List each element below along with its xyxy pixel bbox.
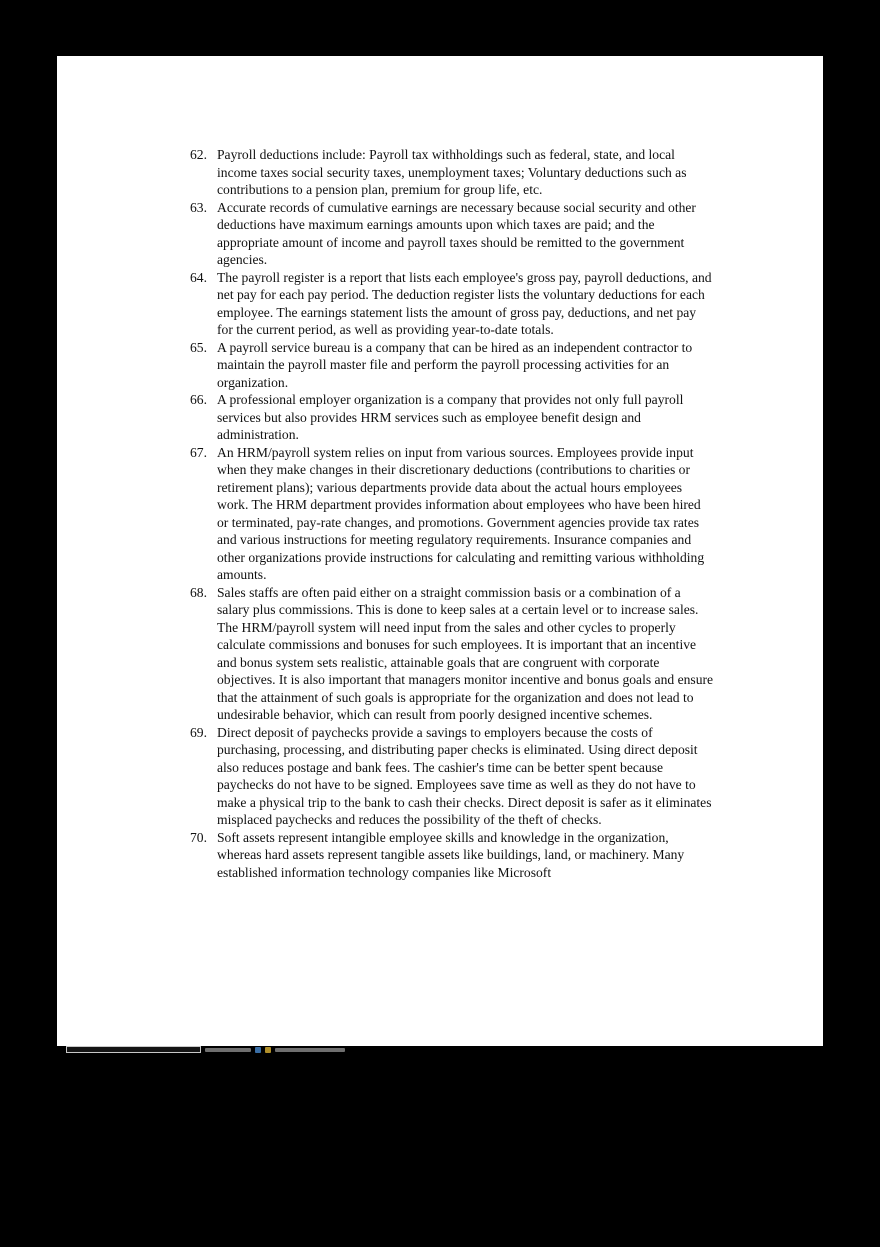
list-item [190, 829, 714, 882]
item-text: Payroll deductions include: Payroll tax withholdings such as federal, state, and local income taxes social security taxes, unemployment taxes; Voluntary deductions such as contributions to a pension plan, premium for group life, etc. [217, 147, 687, 197]
item-number: 70. [190, 829, 207, 845]
taskbar-text [205, 1048, 251, 1052]
item-number: 67. [190, 444, 207, 460]
list-item [190, 146, 714, 199]
taskbar-app-icon[interactable] [265, 1047, 271, 1053]
list-item [190, 584, 714, 724]
item-number: 66. [190, 392, 207, 407]
list-item [190, 339, 714, 392]
item-number: 63. [190, 199, 207, 215]
item-text: Sales staffs are often paid either on a straight commission basis or a combination of a salary plus commissions. This is done to keep sales at a certain level or to increase sales. The HRM/payroll system will need input from the sales and other cycles to properly calculate commissions and bonuses for such employees. It is important that an incentive and bonus system sets realistic, attainable goals that are congruent with corporate objectives. It is also important that managers monitor incentive and bonus goals and ensure that the attainment of such goals is appropriate for the organization and does not lead to undesirable behavior, which can result from poorly designed incentive schemes. [217, 584, 714, 722]
taskbar-strip [66, 1045, 386, 1054]
item-text: Direct deposit of paychecks provide a savings to employers because the costs of purchasing, processing, and distributing paper checks is eliminated. Using direct deposit also reduces postage and bank fees. The cashier's time can be better spent because paychecks do not have to be signed. Employees save time as well as they do not have to make a physical trip to the bank to cash their checks. Direct deposit is safer as it eliminates misplaced paychecks and reduces the possibility of the theft of checks. [217, 724, 712, 827]
item-number: 69. [190, 724, 207, 740]
taskbar-active-window-button[interactable] [66, 1046, 201, 1053]
document-page [57, 56, 823, 1046]
item-text: The payroll register is a report that lists each employee's gross pay, payroll deductions, and net pay for each pay period. The deduction register lists the voluntary deductions for each employee. The earnings statement lists the amount of gross pay, deductions, and net pay for the current period, as well as providing year-to-date totals. [217, 269, 712, 337]
item-number: 62. [190, 147, 207, 162]
list-item [190, 444, 714, 584]
item-text: A payroll service bureau is a company that can be hired as an independent contractor to maintain the payroll master file and perform the payroll processing activities for an organization. [217, 339, 693, 390]
item-text: Soft assets represent intangible employee skills and knowledge in the organization, whereas hard assets represent tangible assets like buildings, land, or machinery. Many established information technology companies like Microsoft [217, 829, 685, 880]
list-item [190, 199, 714, 269]
taskbar-app-icon[interactable] [255, 1047, 261, 1053]
list-item [190, 724, 714, 829]
item-text: A professional employer organization is a company that provides not only full payroll services but also provides HRM services such as employee benefit design and administration. [217, 392, 684, 442]
list-item [190, 269, 714, 339]
item-number: 64. [190, 269, 207, 285]
item-number: 65. [190, 339, 207, 355]
list-item [190, 391, 714, 444]
taskbar-text [275, 1048, 345, 1052]
item-text: An HRM/payroll system relies on input from various sources. Employees provide input when they make changes in their discretionary deductions (contributions to charities or retirement plans); various departments provide data about the actual hours employees work. The HRM department provides information about employees who have been hired or terminated, pay-rate changes, and promotions. Government agencies provide tax rates and various instructions for meeting regulatory requirements. Insurance companies and other organizations provide instructions for calculating and remitting various withholding amounts. [217, 444, 705, 582]
answer-list [190, 146, 714, 881]
item-number: 68. [190, 584, 207, 600]
item-text: Accurate records of cumulative earnings are necessary because social security and other deductions have maximum earnings amounts upon which taxes are paid; and the appropriate amount of income and payroll taxes should be remitted to the government agencies. [217, 199, 696, 267]
